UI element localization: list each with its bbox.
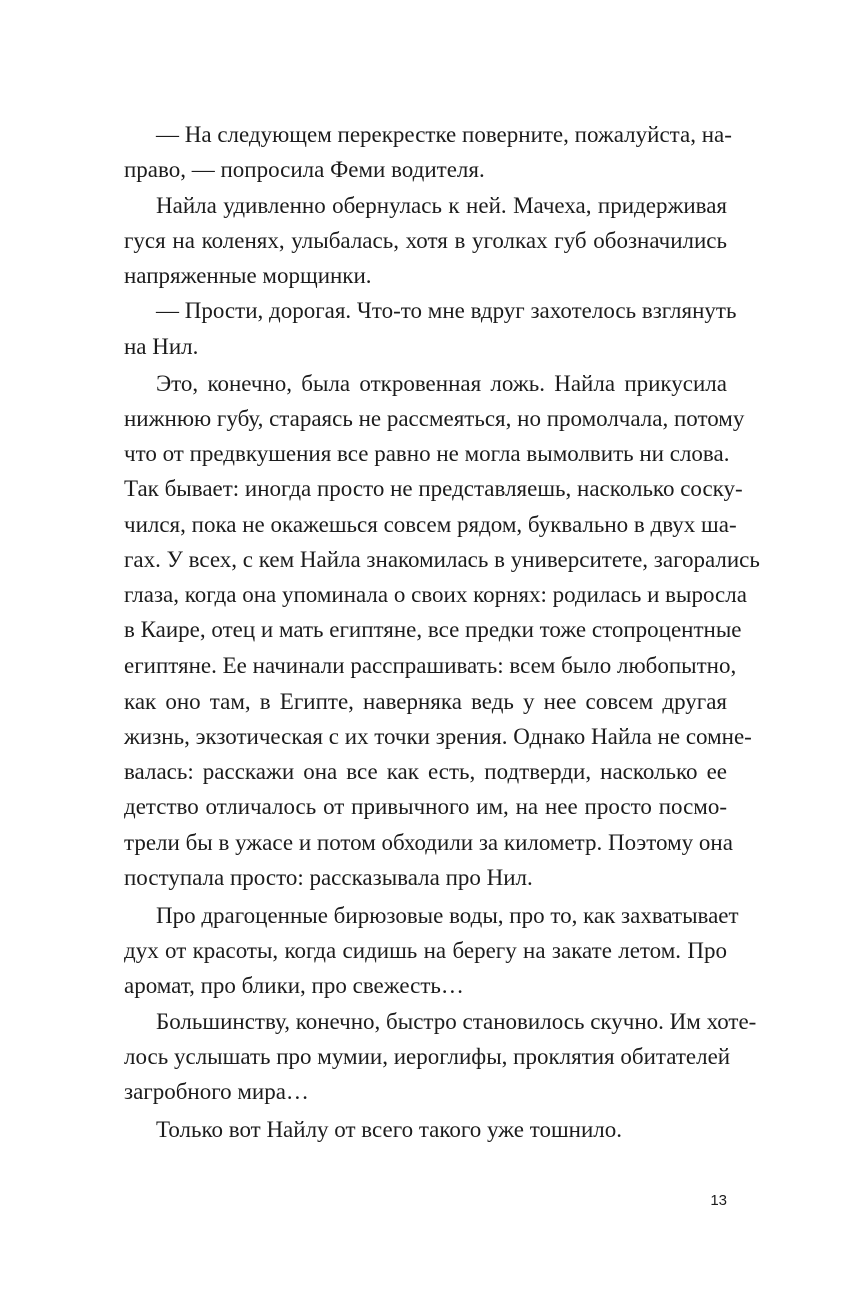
text-line: Только вот Найлу от всего такого уже тошнило. xyxy=(156,1117,623,1142)
text-line: Большинству, конечно, быстро становилось скучно. Им хоте- xyxy=(156,1009,757,1034)
text-line: что от предвкушения все равно не могла вымолвить ни слова. xyxy=(124,441,730,466)
text-line: детство отличалось от привычного им, на нее просто посмо- xyxy=(124,794,727,819)
text-line: Это, конечно, была откровенная ложь. Найла прикусила xyxy=(156,371,727,396)
page-number: 13 xyxy=(710,1192,727,1209)
text-line: египтяне. Ее начинали расспрашивать: всем было любопытно, xyxy=(124,653,737,678)
text-line: глаза, когда она упоминала о своих корнях: родилась и выросла xyxy=(124,582,747,607)
text-line: чился, пока не окажешься совсем рядом, буквально в двух ша- xyxy=(124,512,737,537)
text-line: — Прости, дорогая. Что-то мне вдруг захотелось взглянуть xyxy=(156,298,737,323)
text-line: жизнь, экзотическая с их точки зрения. Однако Найла не сомне- xyxy=(124,724,752,749)
text-line: трели бы в ужасе и потом обходили за километр. Поэтому она xyxy=(124,830,733,855)
text-line: — На следующем перекрестке поверните, пожалуйста, на- xyxy=(156,122,732,147)
text-line: на Нил. xyxy=(124,334,199,359)
text-line: Про драгоценные бирюзовые воды, про то, как захватывает xyxy=(156,903,739,928)
text-line: в Каире, отец и мать египтяне, все предки тоже стопроцентные xyxy=(124,617,742,642)
text-line: дух от красоты, когда сидишь на берегу на закате летом. Про xyxy=(124,938,727,963)
text-line: гуся на коленях, улыбалась, хотя в уголках губ обозначились xyxy=(124,228,727,253)
text-line: лось услышать про мумии, иероглифы, проклятия обитателей xyxy=(124,1044,731,1069)
text-line: загробного мира… xyxy=(124,1079,309,1104)
text-line: право, — попросила Феми водителя. xyxy=(124,157,485,182)
text-line: Найла удивленно обернулась к ней. Мачеха, придерживая xyxy=(156,193,727,218)
text-line: гах. У всех, с кем Найла знакомилась в университете, загорались xyxy=(124,547,760,572)
text-line: напряженные морщинки. xyxy=(124,263,372,288)
text-line: поступала просто: рассказывала про Нил. xyxy=(124,865,533,890)
text-line: аромат, про блики, про свежесть… xyxy=(124,973,464,998)
text-line: как оно там, в Египте, наверняка ведь у нее совсем другая xyxy=(124,689,727,714)
text-line: нижнюю губу, стараясь не рассмеяться, но промолчала, потому xyxy=(124,406,745,431)
text-line: валась: расскажи она все как есть, подтверди, насколько ее xyxy=(124,759,727,784)
text-line: Так бывает: иногда просто не представляешь, насколько соску- xyxy=(124,476,743,501)
